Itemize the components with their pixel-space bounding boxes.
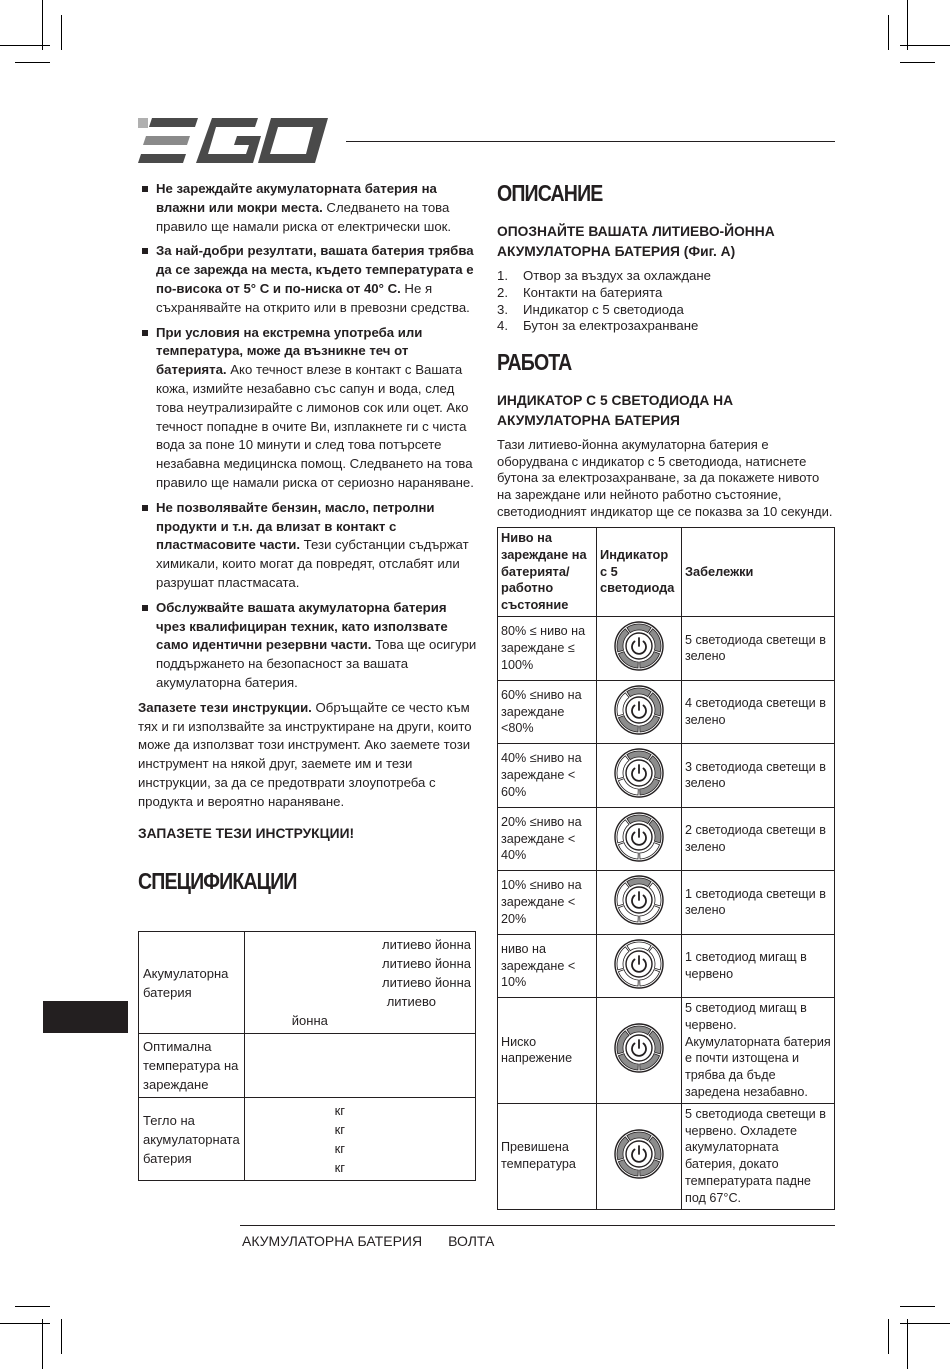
indicator-cell [597,807,682,870]
indicator-cell [597,616,682,680]
led-indicator-icon [613,684,665,736]
specifications-heading: СПЕЦИФИКАЦИИ [138,867,297,894]
crop-mark [61,15,62,50]
list-number: 2. [497,284,508,300]
table-row [498,1103,835,1209]
spec-label: Тегло на акумулаторната батерия [139,1098,245,1181]
column-header: Ниво на зареждане на батерията/ работно състояние [498,528,597,617]
bullet-bold-text: Обслужвайте вашата акумулаторна батерия чрез квалифициран техник, като използвате само идентични резервни части. [156,599,448,653]
table-row [139,1034,476,1098]
spec-value [244,1098,475,1181]
led-indicator-icon [613,811,665,863]
crop-mark [907,1319,908,1369]
spec-value-line: кг [334,1103,346,1118]
bullet-text: Това ще осигури поддържането на безопасност за вашата акумулаторна батерия. [156,637,477,690]
safety-bullet [138,499,478,593]
level-cell: 40% ≤ниво на зареждане < 60% [498,743,597,807]
indicator-cell [597,680,682,743]
bullet-text: Тези субстанции съдържат химикали, които могат да повредят, отслабят или разрушат пластмасата. [156,537,469,590]
spec-value-line: кг [334,1141,346,1156]
spec-label: Акумулаторна батерия [139,932,245,1034]
right-column [497,180,837,532]
bullet-bold-text: Не позволявайте бензин, масло, петролни продукти и т.н. да влизат в контакт с пластмасовите части. [156,499,435,553]
level-cell: 60% ≤ниво на зареждане <80% [498,680,597,743]
crop-mark [907,0,908,50]
bullet-text: Не я съхранявайте на открито или в превозни средства. [156,280,470,315]
level-cell: 80% ≤ ниво на зареждане ≤ 100% [498,616,597,680]
page-footer [242,1233,494,1249]
safety-bullet [138,180,478,236]
table-header-row [498,528,835,617]
table-row [498,807,835,870]
spec-value [244,1034,475,1098]
crop-mark [15,62,50,63]
table-row [498,680,835,743]
list-text: Отвор за въздух за охлаждане [523,268,711,283]
table-row [498,934,835,997]
crop-mark [61,1319,62,1354]
crop-mark [888,15,889,50]
crop-mark [888,1319,889,1354]
led-indicator-icon [613,747,665,799]
list-number: 4. [497,318,508,334]
bullet-text: Ако течност влезе в контакт с Вашата кожа, измийте незабавно със сапун и вода, след това неутрализирайте с лимонов сок или оцет. Ако течност попадне в очите Ви, изплакнете ги с чиста вода за поне 10 минути и след това потърсете незабавна медицинска помощ. Следването на това правило ще намали риска от сериозно нараняване. [156,362,474,490]
ego-logo [138,118,328,164]
level-cell: 20% ≤ниво на зареждане < 40% [498,807,597,870]
list-text: Контакти на батерията [523,284,663,300]
crop-mark [42,1319,43,1369]
table-row [498,743,835,807]
save-instructions-heading: ЗАПАЗЕТЕ ТЕЗИ ИНСТРУКЦИИ! [138,825,355,841]
list-text: Бутон за електрозахранване [523,318,699,334]
charge-level-table [497,527,835,1210]
table-row [498,616,835,680]
footer-left-text: АКУМУЛАТОРНА БАТЕРИЯ [242,1233,423,1249]
operation-subheading: ИНДИКАТОР С 5 СВЕТОДИОДА НА АКУМУЛАТОРНА БАТЕРИЯ [497,393,734,429]
note-cell: 2 светодиода светещи в зелено [682,807,835,870]
spec-value-line: йонна [291,1013,328,1028]
specifications-table [138,931,476,1181]
crop-mark [900,1306,935,1307]
note-cell: 5 светодиода светещи в зелено [682,616,835,680]
crop-mark [42,0,43,50]
bullet-text: Следването на това правило ще намали риска от електрически шок. [156,199,452,234]
spec-value-line: литиево йонна [382,937,471,952]
bullet-bold-text: За най-добри резултати, вашата батерия трябва да се зарежда на места, където температурата е по-висока от 5° C и по-ниска от 40° C. [156,243,474,296]
table-row [498,870,835,934]
spec-label: Оптимална температура на зареждане [139,1034,245,1098]
note-cell: 1 светодиода светещи в зелено [682,870,835,934]
indicator-cell [597,934,682,997]
save-para-bold: Запазете тези инструкции. [138,699,312,715]
list-item [497,302,837,319]
save-instructions-paragraph [138,699,478,812]
list-item [497,318,837,335]
spec-value-line: кг [334,1122,346,1137]
crop-mark [15,1306,50,1307]
operation-paragraph: Тази литиево-йонна акумулаторна батерия е оборудвана с индикатор с 5 светодиода, натиснете бутона за електрозахранване, за да покажете нивото на зареждане или нейното работно състояние, светодиодният индикатор ще се показва за 10 секунди. [497,437,833,519]
bullet-bold-text: При условия на екстремна употреба или температура, може да възникне теч от батерията. [156,324,423,378]
led-indicator-icon [613,1128,665,1180]
table-row [139,932,476,1034]
safety-bullet [138,599,478,693]
level-cell: ниво на зареждане < 10% [498,934,597,997]
list-text: Индикатор с 5 светодиода [523,301,684,317]
note-cell: 1 светодиод мигащ в червено [682,934,835,997]
spec-value-line: литиево [386,994,436,1009]
indicator-cell [597,1103,682,1209]
language-tab-marker [43,1001,128,1033]
spec-value-line: кг [334,1160,346,1175]
description-heading: ОПИСАНИЕ [497,180,603,206]
led-indicator-icon [613,1022,665,1074]
list-item [497,285,837,302]
column-header: Забележки [682,528,835,617]
note-cell: 5 светодиода светещи в червено. Охладете акумулаторната батерия, докато температурата падне под 67°C. [682,1103,835,1209]
note-cell: 4 светодиода светещи в зелено [682,680,835,743]
led-indicator-icon [613,874,665,926]
note-cell: 5 светодиод мигащ в червено. Акумулаторната батерия е почти изтощена и трябва да бъде заредена незабавно. [682,997,835,1103]
parts-list [497,268,837,335]
crop-mark [900,62,935,63]
indicator-cell [597,870,682,934]
safety-bullet [138,324,478,493]
led-indicator-icon [613,938,665,990]
spec-value [244,932,475,1034]
led-indicator-icon [613,620,665,672]
level-cell: 10% ≤ниво на зареждане < 20% [498,870,597,934]
operation-heading: РАБОТА [497,349,572,376]
description-subheading: ОПОЗНАЙТЕ ВАШАТА ЛИТИЕВО-ЙОННА АКУМУЛАТОРНА БАТЕРИЯ (Фиг. А) [497,224,775,259]
header-rule [346,141,835,142]
spec-value-line: литиево йонна [382,956,471,971]
table-row [139,1098,476,1181]
list-item [497,268,837,285]
spec-value-line: литиево йонна [382,975,471,990]
indicator-cell [597,997,682,1103]
safety-bullet [138,242,478,317]
table-row [498,997,835,1103]
list-number: 3. [497,301,508,317]
left-column [138,180,478,894]
footer-right-text: ВОЛТА [448,1233,495,1249]
indicator-cell [597,743,682,807]
level-cell: Ниско напрежение [498,997,597,1103]
footer-rule [240,1225,835,1226]
list-number: 1. [497,268,508,283]
column-header: Индикатор с 5 светодиода [597,528,682,617]
save-para-text: Обръщайте се често към тях и ги използвайте за инструктиране на други, които може да използват този инструмент. Ако заемете този инструмент на някой друг, заемете им и тези инструкции, за да се предотврати злоупотреба с продукта и вероятно нараняване. [138,699,472,809]
level-cell: Превишена температура [498,1103,597,1209]
bullet-bold-text: Не зареждайте акумулаторната батерия на влажни или мокри места. [156,181,437,215]
note-cell: 3 светодиода светещи в зелено [682,743,835,807]
